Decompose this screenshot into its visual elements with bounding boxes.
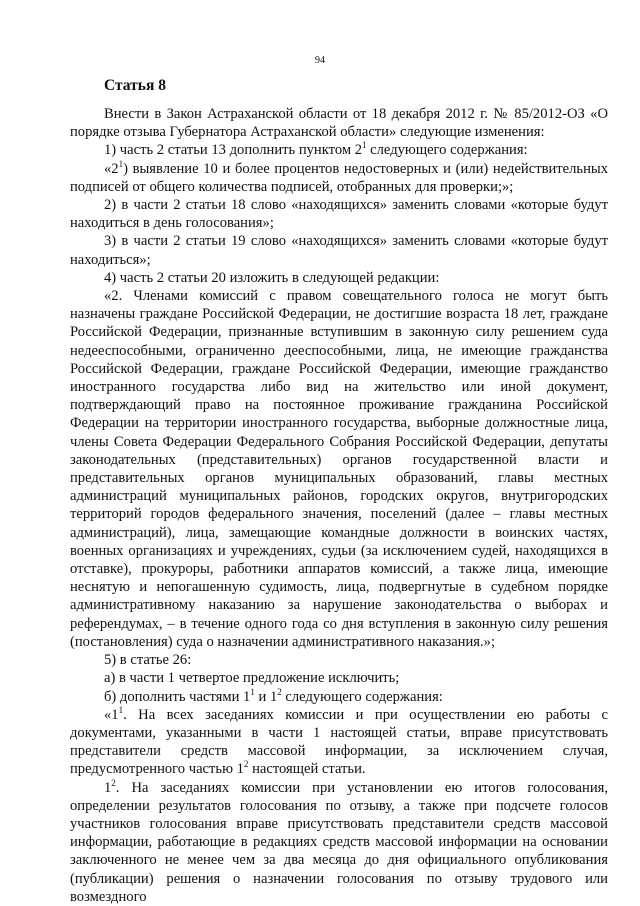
paragraph-part-1-1: «$1^1$. На всех заседаниях комиссии и при осуществлении ею работы с документами, указанными в части 1 настоящей статьи, вправе присутствовать представители средств массовой информации, за исключением случая, предусмотренного частью $1^2$ настоящей статьи.: [70, 704, 608, 778]
paragraph-item-3: 3) в части 2 статьи 19 слово «находящихся» заменить словами «которые будут находиться»;: [70, 233, 608, 268]
article-body: [70, 105, 608, 906]
page-number: 94: [315, 55, 325, 66]
paragraph-item-4: 4) часть 2 статьи 20 изложить в следующей редакции:: [104, 269, 440, 286]
paragraph-item-5a: а) в части 1 четвертое предложение исключить;: [104, 670, 400, 687]
paragraph-item-5b: б) дополнить частями $1^1$ и $1^2$ следующего содержания:: [104, 686, 443, 705]
paragraph-intro: Внести в Закон Астраханской области от 18 декабря 2012 г. № 85/2012-ОЗ «О порядке отзыва Губернатора Астраханской области» следующие изменения:: [70, 106, 608, 141]
paragraph-part-1-2: $1^2$. На заседаниях комиссии при установлении ею итогов голосования, определении результатов голосования по отзыву, а также при подсчете голосов участников голосования вправе присутствовать представители средств массовой информации, работающие в редакциях средств массовой информации на основании заключенного не менее чем за два месяца до дня официального опубликования (публикации) решения о назначении голосования по отзыву трудового или возмездного: [70, 777, 608, 905]
paragraph-item-2: 2) в части 2 статьи 18 слово «находящихся» заменить словами «которые будут находиться в день голосования»;: [70, 197, 608, 232]
article-title: Статья 8: [104, 77, 166, 94]
paragraph-item-1: 1) часть 2 статьи 13 дополнить пунктом $2^1$ следующего содержания:: [104, 140, 528, 159]
paragraph-item-1-text: «$2^1$) выявление 10 и более процентов недостоверных и (или) недействительных подписей от общего количества подписей, отобранных для проверки;»;: [70, 158, 608, 195]
paragraph-item-4-text: «2. Членами комиссий с правом совещательного голоса не могут быть назначены граждане Российской Федерации, не достигшие возраста 18 лет, граждане Российской Федерации, признанные вступившим в законную силу решением суда недееспособными, ограниченно дееспособными, лица, не имеющие гражданства Российской Федерации, граждане Российской Федерации, имеющие гражданство иностранного государства либо вид на жительство или иной документ, подтверждающий право на постоянное проживание гражданина Российской Федерации на территории иностранного государства, выборные должностные лица, члены Совета Федерации Федерального Собрания Российской Федерации, депутаты законодательных (представительных) органов государственной власти и представительных органов муниципальных образований, главы местных администраций муниципальных районов, городских округов, внутригородских территорий городов федерального значения, поселений (далее – главы местных администраций), лица, замещающие командные должности в воинских частях, военных организациях и учреждениях, судьи (за исключением судей, находящихся в отставке), прокуроры, работники аппаратов комиссий, а также лица, имеющие неснятую и непогашенную судимость, лица, подвергнутые в судебном порядке административному наказанию за нарушение законодательства о выборах и референдумах, – в течение одного года со дня вступления в законную силу решения (постановления) суда о назначении административного наказания.»;: [70, 288, 608, 650]
paragraph-item-5: 5) в статье 26:: [104, 652, 192, 669]
